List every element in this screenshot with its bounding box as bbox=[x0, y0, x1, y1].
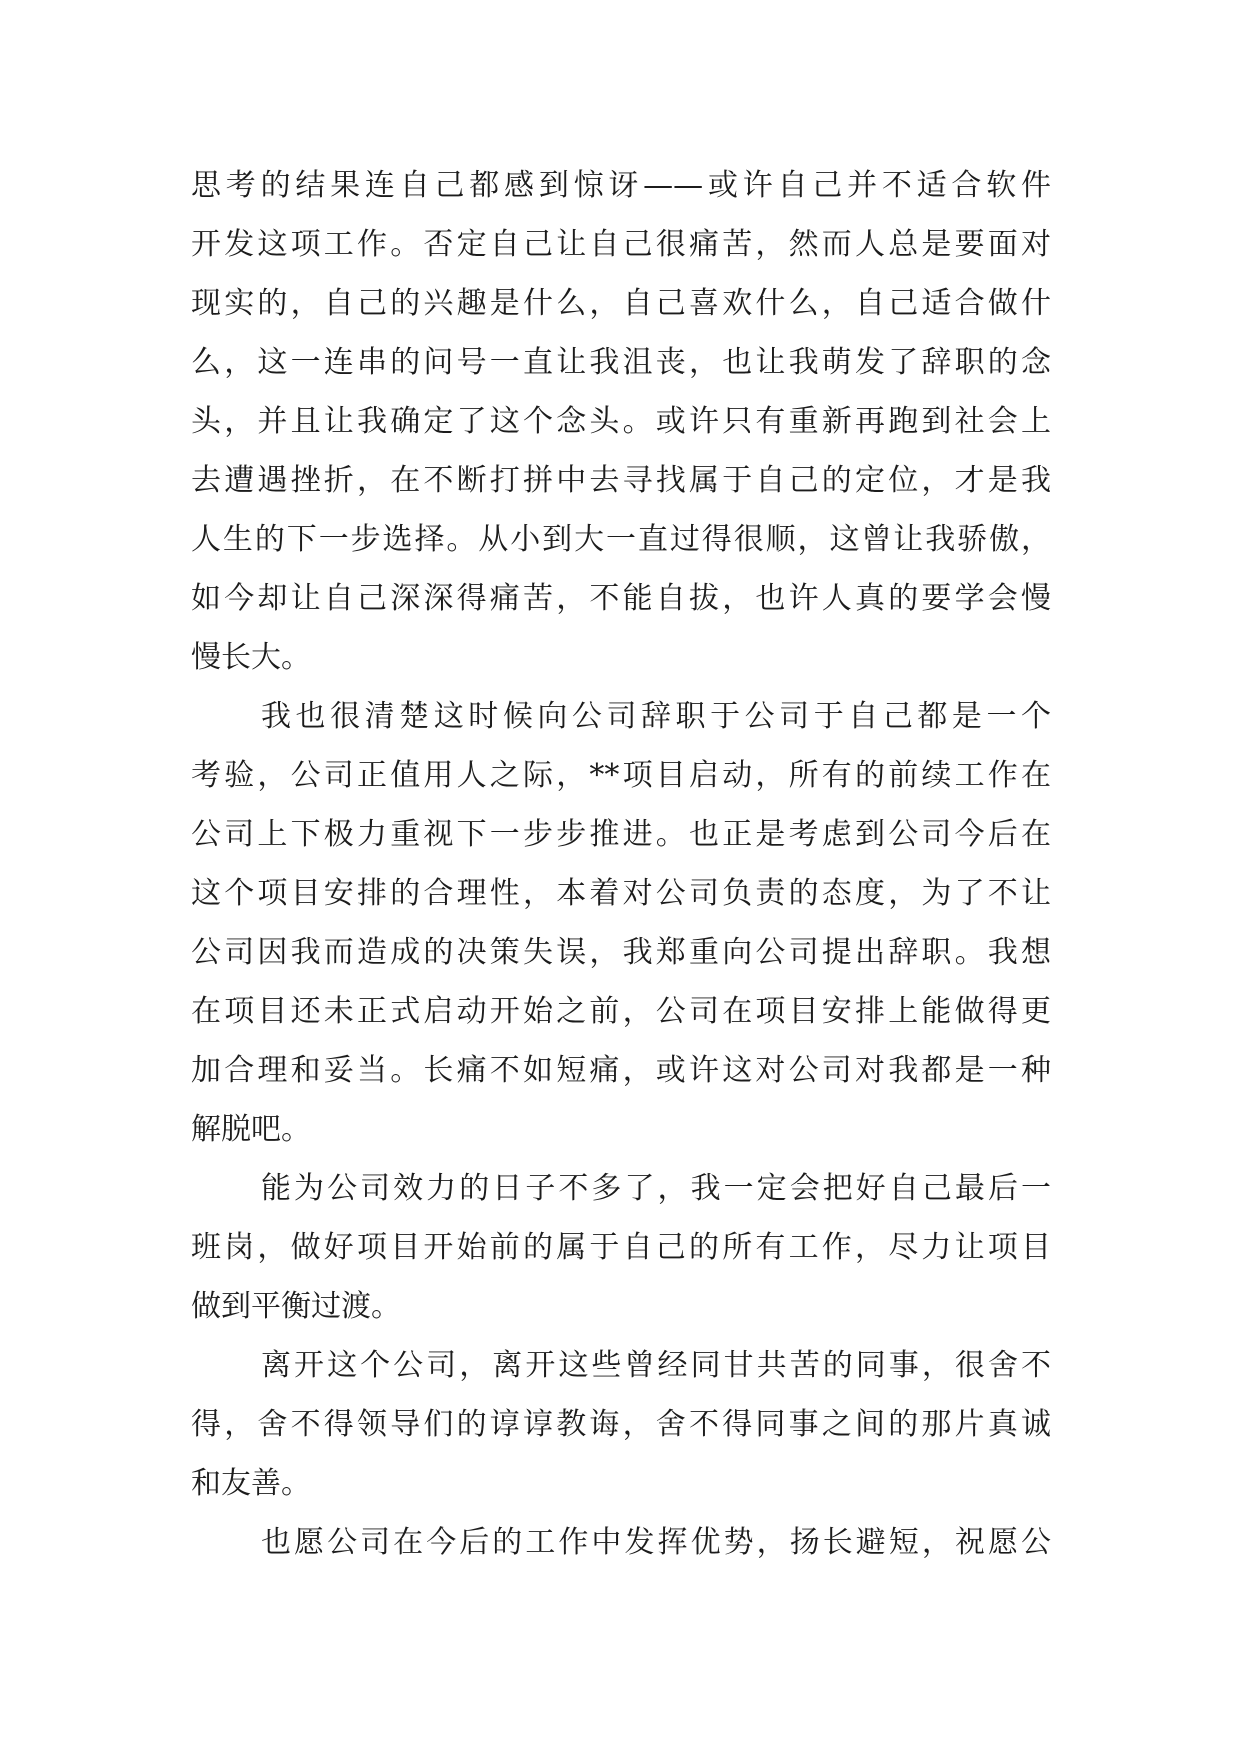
paragraph-4 bbox=[191, 1336, 1051, 1513]
text-line: 在项目还未正式启动开始之前，公司在项目安排上能做得更 bbox=[191, 994, 1051, 1029]
document-body bbox=[191, 156, 1051, 1572]
text-line: 开发这项工作。否定自己让自己很痛苦，然而人总是要面对 bbox=[191, 227, 1051, 262]
text-line: 我也很清楚这时候向公司辞职于公司于自己都是一个 bbox=[261, 699, 1051, 734]
text-line: 加合理和妥当。长痛不如短痛，或许这对公司对我都是一种 bbox=[191, 1053, 1051, 1088]
text-line: 得，舍不得领导们的谆谆教诲，舍不得同事之间的那片真诚 bbox=[191, 1407, 1051, 1442]
paragraph-5 bbox=[191, 1513, 1051, 1572]
text-line: 和友善。 bbox=[191, 1466, 311, 1501]
text-line: 解脱吧。 bbox=[191, 1112, 311, 1147]
text-line: 这个项目安排的合理性，本着对公司负责的态度，为了不让 bbox=[191, 876, 1051, 911]
text-line: 公司因我而造成的决策失误，我郑重向公司提出辞职。我想 bbox=[191, 935, 1051, 970]
text-line: 思考的结果连自己都感到惊讶——或许自己并不适合软件 bbox=[191, 168, 1051, 203]
text-line: 去遭遇挫折，在不断打拼中去寻找属于自己的定位，才是我 bbox=[191, 463, 1051, 498]
paragraph-1 bbox=[191, 156, 1051, 687]
text-line: 能为公司效力的日子不多了，我一定会把好自己最后一 bbox=[261, 1171, 1051, 1206]
text-line: 头，并且让我确定了这个念头。或许只有重新再跑到社会上 bbox=[191, 404, 1051, 439]
paragraph-3 bbox=[191, 1159, 1051, 1336]
text-line: 现实的，自己的兴趣是什么，自己喜欢什么，自己适合做什 bbox=[191, 286, 1051, 321]
text-line: 离开这个公司，离开这些曾经同甘共苦的同事，很舍不 bbox=[261, 1348, 1051, 1383]
paragraph-2 bbox=[191, 687, 1051, 1159]
text-line: 如今却让自己深深得痛苦，不能自拔，也许人真的要学会慢 bbox=[191, 581, 1051, 616]
text-line: 考验，公司正值用人之际，**项目启动，所有的前续工作在 bbox=[191, 758, 1051, 793]
text-line: 人生的下一步选择。从小到大一直过得很顺，这曾让我骄傲， bbox=[191, 522, 1051, 557]
text-line: 班岗，做好项目开始前的属于自己的所有工作，尽力让项目 bbox=[191, 1230, 1051, 1265]
text-line: 做到平衡过渡。 bbox=[191, 1289, 401, 1324]
text-line: 也愿公司在今后的工作中发挥优势，扬长避短，祝愿公 bbox=[261, 1525, 1051, 1560]
text-line: 公司上下极力重视下一步步推进。也正是考虑到公司今后在 bbox=[191, 817, 1051, 852]
text-line: 慢长大。 bbox=[191, 640, 311, 675]
text-line: 么，这一连串的问号一直让我沮丧，也让我萌发了辞职的念 bbox=[191, 345, 1051, 380]
